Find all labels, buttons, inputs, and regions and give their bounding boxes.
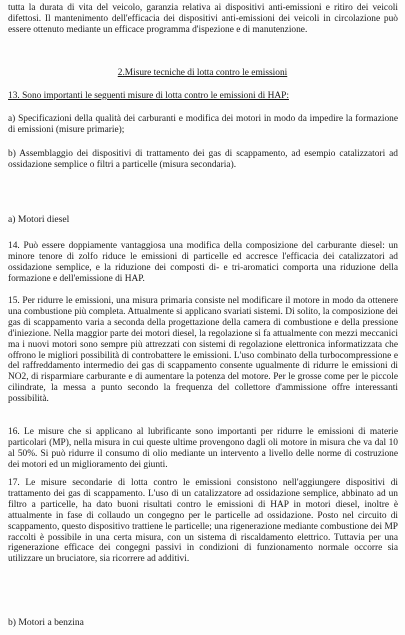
item-17: 17. Le misure secondarie di lotta contro le emissioni consistono nell'aggiungere dispositivi di trattamento dei gas di scappamento. L'uso di un catalizzatore ad ossidazione semplice, abbinato ad un filtro a particelle, ha dato buoni risultati contro le emissioni di HAP in motori diesel, inoltre è attualmente in fase di collaudo un congegno per le particelle ad ossidazione. Posto nel circuito di scappamento, questo dispositivo trattiene le particelle; una rigenerazione mediante combustione dei MP raccolti è possibile in una certa misura, con un sistema di riscaldamento elettrico. Tuttavia per una rigenerazione efficace dei congegni passivi in condizioni di funzionamento normale occorre sia utilizzare un bruciatore, sia ricorrere ad additivi. — [8, 478, 398, 565]
item-13b: b) Assemblaggio dei dispositivi di trattamento dei gas di scappamento, ad esempio catalizzatori ad ossidazione semplice o filtri a particelle (misura secondaria). — [8, 149, 398, 170]
subsection-petrol: b) Motori a benzina — [8, 617, 84, 628]
item-13a: a) Specificazioni della qualità dei carburanti e modifica dei motori in modo da impedire la formazione di emissioni (misure primarie); — [8, 114, 398, 135]
section-title-text: 2.Misure tecniche di lotta contro le emissioni — [117, 68, 288, 78]
item-16: 16. Le misure che si applicano al lubrificante sono importanti per ridurre le emissioni di materie particolari (MP), nella misura in cui queste ultime provengono dagli oli motore in misura che va dal 10 al 50%. Si può ridurre il consumo di olio mediante un intervento a livello delle norme di costruzione dei motori ed un miglioramento dei giunti. — [8, 427, 398, 470]
section-title — [0, 68, 405, 79]
item-13-heading: 13. Sono importanti le seguenti misure di lotta contro le emissioni di HAP: — [8, 91, 289, 101]
item-15: 15. Per ridurre le emissioni, una misura primaria consiste nel modificare il motore in modo da ottenere una combustione più completa. Attualmente si applicano svariati sistemi. Di solito, la composizione dei gas di scappamento varia a seconda della progettazione della camera di combustione e della pressione d'iniezione. Nella maggior parte dei motori diesel, la regolazione si fa attualmente con mezzi meccanici ma i nuovi motori sono sempre più attrezzati con sistemi di regolazione elettronica informatizzata che offrono le migliori possibilità di controbattere le emissioni. L'uso combinato della turbocompressione e del raffreddamento intermedio dei gas di scappamento consente ugualmente di ridurre le emissioni di NO2, di risparmiare carburante e di aumentare la potenza del motore. Per le grosse come per le piccole cilindrate, la messa a punto secondo la frequenza del collettore d'ammissione offre interessanti possibilità. — [8, 296, 398, 405]
item-14: 14. Può essere doppiamente vantaggiosa una modifica della composizione del carburante diesel: un minore tenore di zolfo riduce le emissioni di particelle ed accresce l'efficacia dei catalizzatori ad ossidazione semplice, e la riduzione dei composti di- e tri-aromatici comporta una riduzione della formazione e dell'emissione di HAP. — [8, 241, 398, 284]
intro-paragraph: tutta la durata di vita del veicolo, garanzia relativa ai dispositivi anti-emissioni e ritiro dei veicoli difettosi. Il mantenimento dell'efficacia dei dispositivi anti-emissioni dei veicoli in circolazione può essere ottenuto mediante un efficace programma d'ispezione e di manutenzione. — [8, 3, 398, 35]
subsection-diesel: a) Motori diesel — [8, 214, 70, 225]
